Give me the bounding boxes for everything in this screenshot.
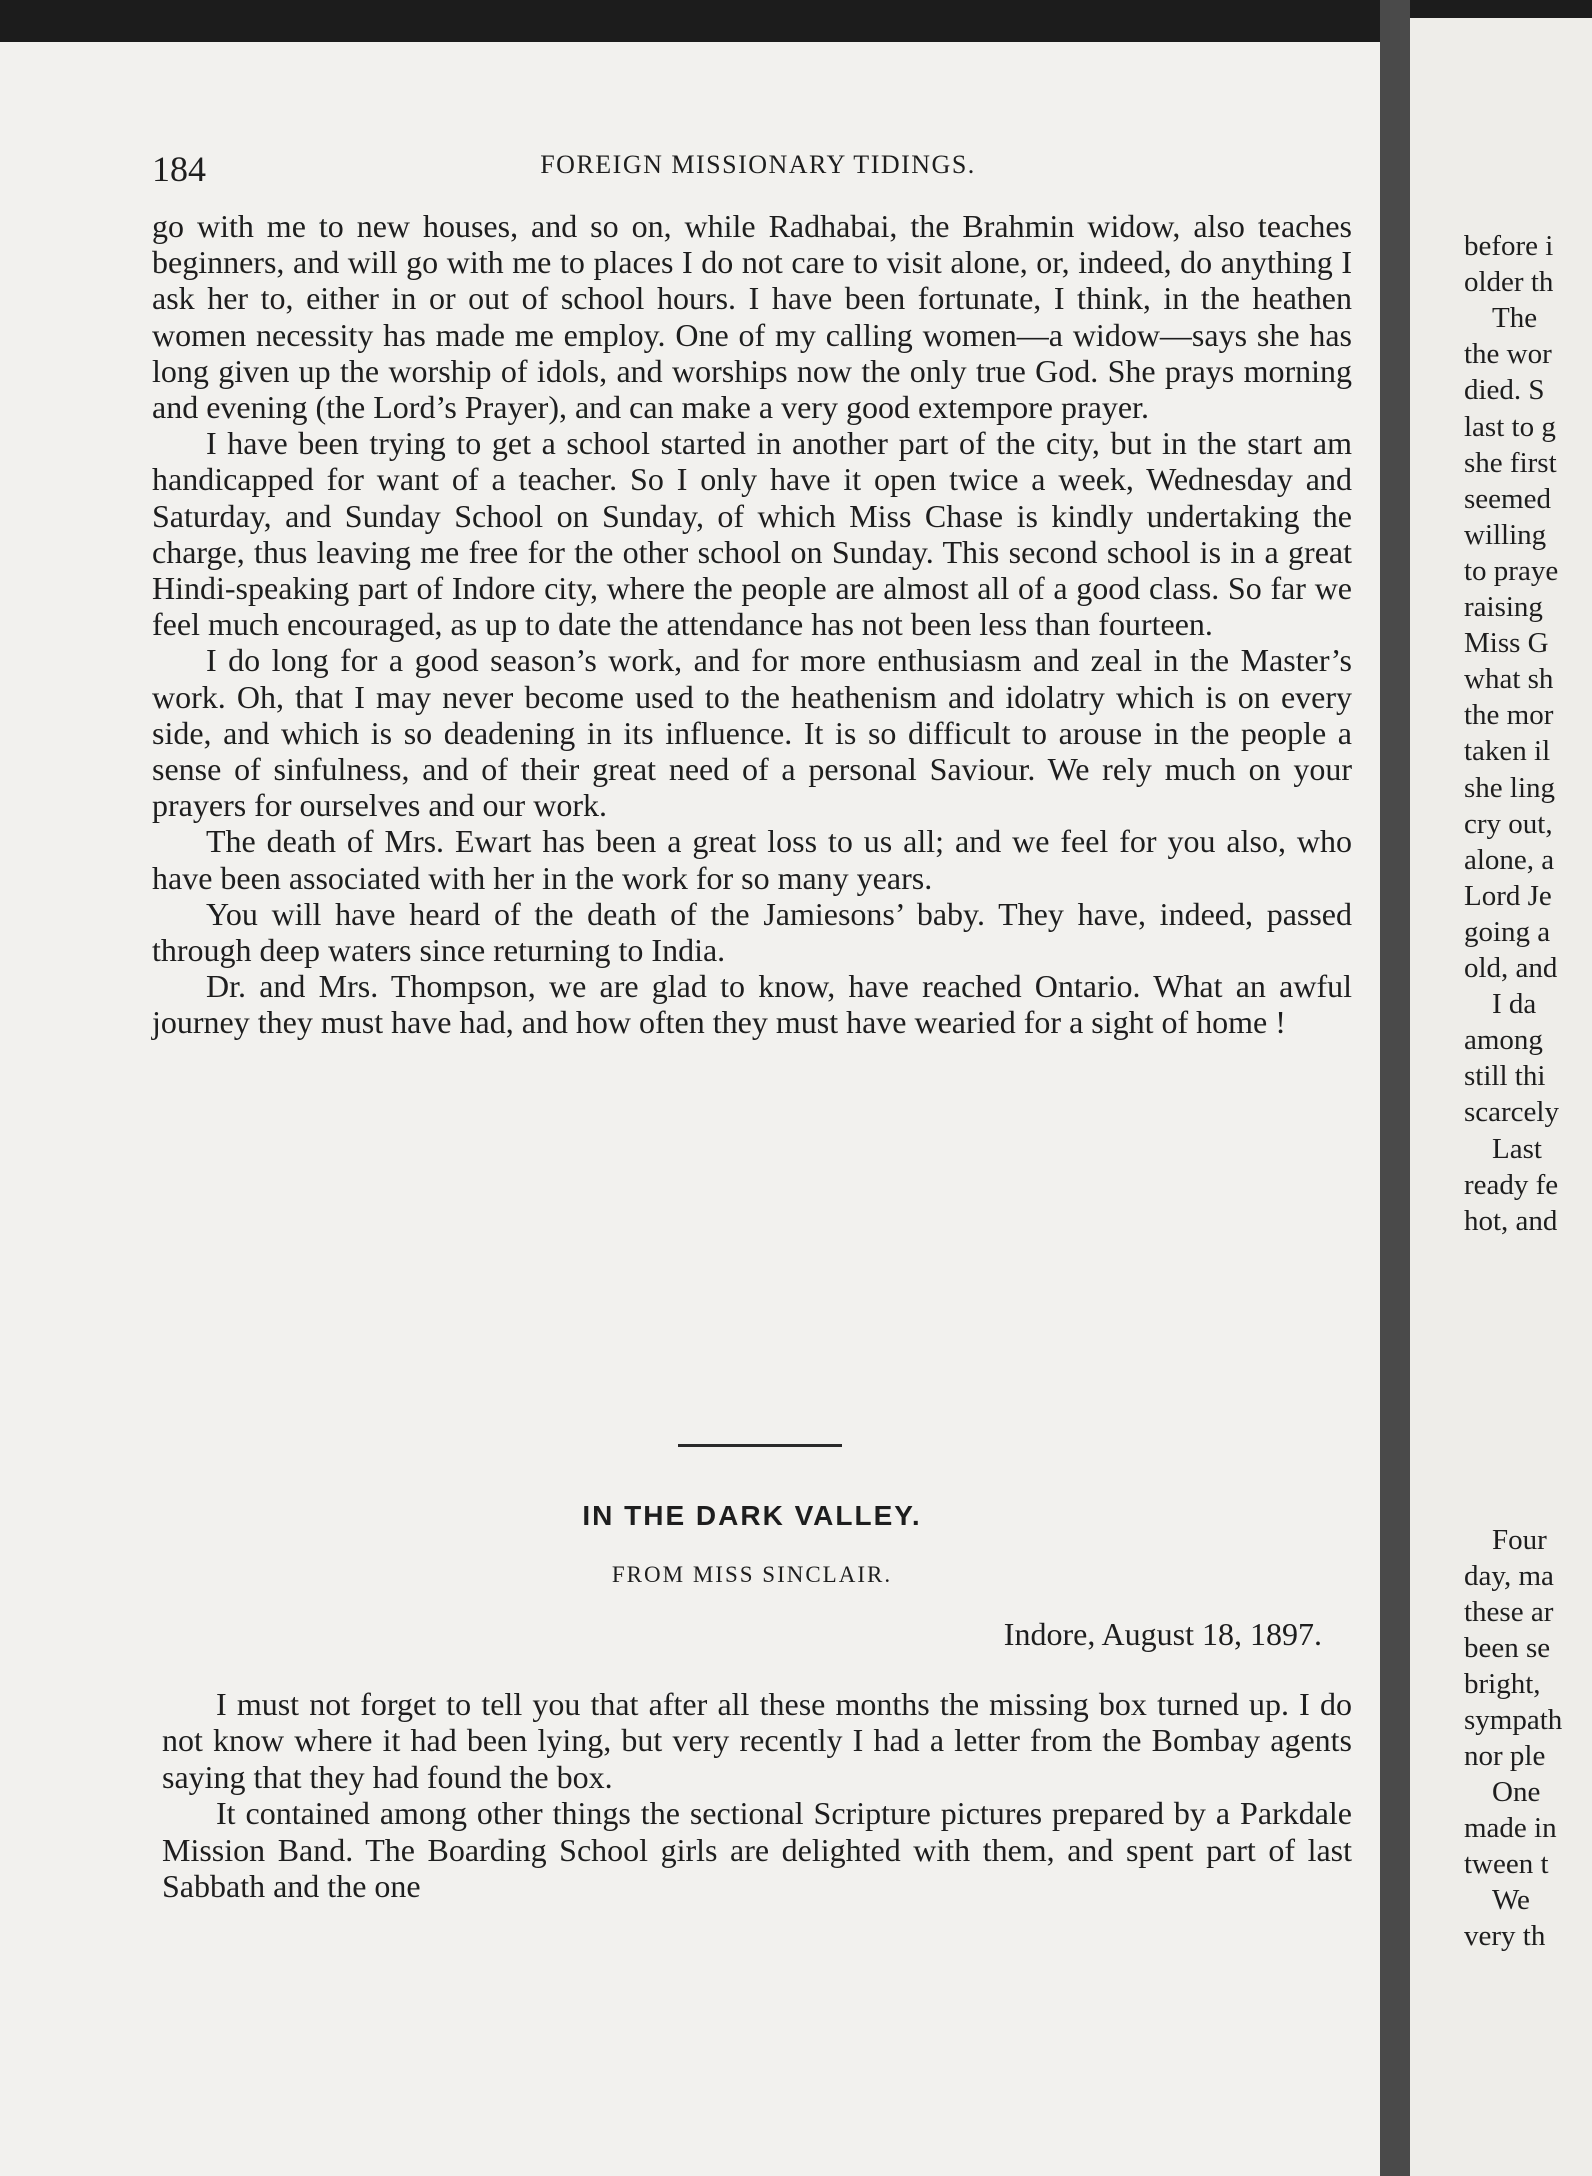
- section-title: IN THE DARK VALLEY.: [582, 1500, 922, 1531]
- right-page-line: raising: [1464, 591, 1543, 623]
- right-page-line: made in: [1464, 1812, 1557, 1844]
- right-page-line: One: [1492, 1776, 1541, 1808]
- right-page-line: Four: [1492, 1524, 1547, 1556]
- right-page-line: willing: [1464, 518, 1547, 551]
- right-page-line: very th: [1464, 1920, 1546, 1952]
- right-page-line: old, and: [1464, 952, 1558, 984]
- dateline: Indore, August 18, 1897.: [1003, 1616, 1322, 1652]
- right-page-line: hot, and: [1464, 1204, 1558, 1237]
- right-page-line: nor ple: [1464, 1740, 1546, 1772]
- paragraph: go with me to new houses, and so on, while Radhabai, the Brahmin widow, also teaches beginners, and will go with me to places I do not care to visit alone, or, indeed, do anything I ask her to, either in or out of school hours. I have been fortunate, I think, in the heathen women necessity has made me employ. One of my calling women—a widow—says she has long given up the worship of idols, and worships now the only true God. She prays morning and evening (the Lord’s Prayer), and can make a very good extempore prayer.: [152, 208, 1352, 426]
- right-page-line: these ar: [1464, 1596, 1554, 1628]
- right-page-line: going a: [1464, 915, 1551, 948]
- right-page-line: last to g: [1464, 410, 1556, 443]
- right-page-line: seemed: [1464, 482, 1551, 515]
- right-page-line: before i: [1464, 230, 1554, 262]
- right-page-line: the mor: [1464, 699, 1554, 732]
- right-page-line: tween t: [1464, 1848, 1549, 1880]
- right-page: [1410, 18, 1592, 2176]
- right-page-line: Miss G: [1464, 627, 1549, 660]
- right-page-line: ready fe: [1464, 1168, 1559, 1201]
- right-page-line: Lord Je: [1464, 879, 1552, 912]
- right-page-line: alone, a: [1464, 843, 1555, 876]
- paragraph: I must not forget to tell you that after all these months the missing box turned up. I do not know where it had been lying, but very recently I had a letter from the Bombay agents saying that they had found the box.: [162, 1686, 1352, 1795]
- right-page-line: among: [1464, 1024, 1543, 1057]
- paragraph: Dr. and Mrs. Thompson, we are glad to know, have reached Ontario. What an awful journey they must have had, and how often they must have wearied for a sight of home !: [152, 968, 1352, 1041]
- lower-article: [162, 1686, 1352, 1904]
- paragraph: It contained among other things the sectional Scripture pictures prepared by a Parkdale Mission Band. The Boarding School girls are delighted with them, and spent part of last Sabbath and the one: [162, 1795, 1352, 1905]
- right-page-line: We: [1492, 1884, 1530, 1916]
- running-title: FOREIGN MISSIONARY TIDINGS.: [540, 150, 976, 179]
- right-page-line: Last: [1492, 1132, 1542, 1165]
- right-page-line: died. S: [1464, 374, 1545, 407]
- right-page-line: scarcely: [1464, 1096, 1559, 1129]
- section-divider: [678, 1444, 842, 1447]
- upper-article: [152, 208, 1352, 1041]
- right-page-line: been se: [1464, 1632, 1551, 1664]
- paragraph: The death of Mrs. Ewart has been a great loss to us all; and we feel for you also, who have been associated with her in the work for so many years.: [152, 823, 1352, 896]
- page-number: 184: [152, 149, 206, 189]
- right-page-line: older th: [1464, 266, 1554, 299]
- right-page-line: she ling: [1464, 771, 1556, 804]
- right-page-line: cry out,: [1464, 807, 1553, 840]
- right-page-line: still thi: [1464, 1060, 1546, 1093]
- right-page-line: what sh: [1464, 663, 1554, 696]
- right-page-line: The: [1492, 302, 1538, 335]
- paragraph: I have been trying to get a school started in another part of the city, but in the start am handicapped for want of a teacher. So I only have it open twice a week, Wednesday and Saturday, and Sunday School on Sunday, of which Miss Chase is kindly undertaking the charge, thus leaving me free for the other school on Sunday. This second school is in a great Hindi-speaking part of Indore city, where the people are almost all of a good class. So far we feel much encouraged, as up to date the attendance has not been less than fourteen.: [152, 425, 1352, 643]
- right-page-line: bright,: [1464, 1668, 1541, 1700]
- right-page-line: taken il: [1464, 735, 1551, 768]
- section-subtitle: FROM MISS SINCLAIR.: [611, 1562, 893, 1587]
- right-page-line: day, ma: [1464, 1560, 1554, 1592]
- book-spine: [1380, 0, 1410, 2176]
- page-header: [152, 148, 1364, 188]
- right-page-line: the wor: [1464, 338, 1552, 371]
- paragraph: You will have heard of the death of the Jamiesons’ baby. They have, indeed, passed through deep waters since returning to India.: [152, 895, 1352, 969]
- paragraph: I do long for a good season’s work, and for more enthusiasm and zeal in the Master’s work. Oh, that I may never become used to the heathenism and idolatry which is on every side, and which is so deadening in its influence. It is so difficult to arouse in the people a sense of sinfulness, and of their great need of a personal Saviour. We rely much on your prayers for ourselves and our work.: [152, 642, 1352, 824]
- right-page-line: sympath: [1464, 1704, 1563, 1736]
- right-page-line: she first: [1464, 446, 1557, 479]
- right-page-line: I da: [1492, 988, 1537, 1021]
- right-page-line: to praye: [1464, 554, 1559, 587]
